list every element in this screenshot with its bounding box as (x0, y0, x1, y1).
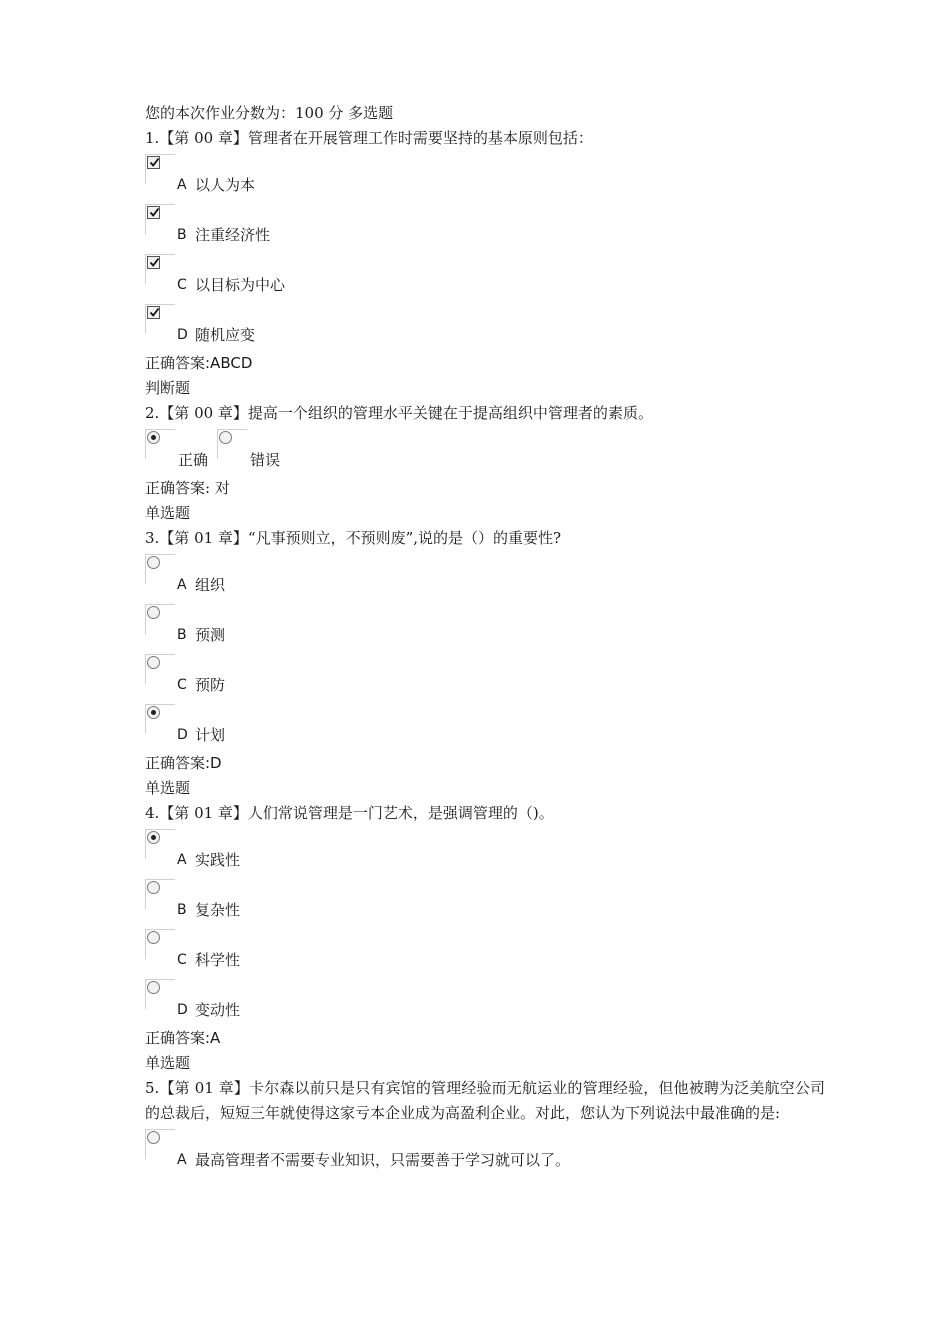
checkbox-checked-icon (147, 156, 160, 169)
q2-true-label: 正确 (178, 451, 209, 469)
checkbox-checked-icon (147, 256, 160, 269)
radio-selected-icon (147, 706, 160, 719)
q4-option-a-radio[interactable] (145, 829, 175, 859)
option-letter: B (177, 902, 187, 918)
q1-option-a[interactable] (145, 151, 825, 201)
question-3-text: 3.【第 01 章】“凡事预则立，不预则废”,说的是（）的重要性? (145, 529, 562, 547)
q3-option-c[interactable] (145, 651, 825, 701)
option-text: 实践性 (195, 851, 241, 869)
q4-option-c[interactable] (145, 926, 825, 976)
radio-empty-icon (147, 556, 160, 569)
q1-option-d-checkbox[interactable] (145, 304, 175, 334)
q4-option-b[interactable] (145, 876, 825, 926)
question-5-text: 5.【第 01 章】卡尔森以前只是只有宾馆的管理经验而无航运业的管理经验，但他被聘为泛美航空公司的总裁后，短短三年就使得这家亏本企业成为高盈利企业。对此，您认为下列说法中最准确的是: (145, 1079, 825, 1122)
q2-false-radio[interactable] (217, 429, 247, 459)
option-text: 随机应变 (195, 326, 256, 344)
q3-option-a[interactable] (145, 551, 825, 601)
option-letter: A (177, 1152, 187, 1168)
option-letter: D (177, 727, 188, 743)
q2-true-radio[interactable] (145, 429, 175, 459)
option-text: 变动性 (195, 1001, 241, 1019)
q1-option-c-checkbox[interactable] (145, 254, 175, 284)
q5-option-a-radio[interactable] (145, 1129, 175, 1159)
q1-option-c[interactable] (145, 251, 825, 301)
q3-option-a-radio[interactable] (145, 554, 175, 584)
question-type-label: 单选题 (145, 504, 191, 522)
radio-empty-icon (147, 1131, 160, 1144)
question-1-text: 1.【第 00 章】管理者在开展管理工作时需要坚持的基本原则包括： (145, 129, 593, 147)
q3-correct-answer: 正确答案:D (145, 754, 222, 772)
option-text: 以目标为中心 (195, 276, 286, 294)
option-letter: A (177, 577, 187, 593)
option-letter: D (177, 1002, 188, 1018)
radio-empty-icon (147, 981, 160, 994)
question-4-text: 4.【第 01 章】人们常说管理是一门艺术，是强调管理的（)。 (145, 804, 554, 822)
option-letter: C (177, 677, 187, 693)
option-letter: B (177, 627, 187, 643)
option-letter: C (177, 952, 187, 968)
option-text: 科学性 (195, 951, 241, 969)
option-text: 预防 (195, 676, 226, 694)
q2-correct-answer: 正确答案: 对 (145, 479, 230, 497)
q4-option-c-radio[interactable] (145, 929, 175, 959)
radio-selected-icon (147, 431, 160, 444)
option-text: 组织 (195, 576, 226, 594)
radio-empty-icon (219, 431, 232, 444)
q4-option-d-radio[interactable] (145, 979, 175, 1009)
q2-false-label: 错误 (250, 451, 281, 469)
question-type-label: 判断题 (145, 379, 191, 397)
q1-correct-answer: 正确答案:ABCD (145, 354, 253, 372)
q5-option-a[interactable] (145, 1126, 825, 1176)
q1-option-a-checkbox[interactable] (145, 154, 175, 184)
option-letter: B (177, 227, 187, 243)
option-letter: C (177, 277, 187, 293)
option-letter: A (177, 177, 187, 193)
radio-empty-icon (147, 606, 160, 619)
question-2-text: 2.【第 00 章】提高一个组织的管理水平关键在于提高组织中管理者的素质。 (145, 404, 653, 422)
q3-option-d[interactable] (145, 701, 825, 751)
q1-option-b-checkbox[interactable] (145, 204, 175, 234)
q3-option-b[interactable] (145, 601, 825, 651)
homework-page (145, 101, 825, 1176)
radio-empty-icon (147, 931, 160, 944)
q3-option-b-radio[interactable] (145, 604, 175, 634)
option-text: 复杂性 (195, 901, 241, 919)
q4-option-b-radio[interactable] (145, 879, 175, 909)
radio-selected-icon (147, 831, 160, 844)
score-line: 您的本次作业分数为：100 分 多选题 (145, 104, 394, 122)
checkbox-checked-icon (147, 306, 160, 319)
q4-correct-answer: 正确答案:A (145, 1029, 221, 1047)
q2-options (145, 426, 825, 476)
question-type-label: 单选题 (145, 779, 191, 797)
q4-option-d[interactable] (145, 976, 825, 1026)
checkbox-checked-icon (147, 206, 160, 219)
q3-option-c-radio[interactable] (145, 654, 175, 684)
q1-option-b[interactable] (145, 201, 825, 251)
q3-option-d-radio[interactable] (145, 704, 175, 734)
radio-empty-icon (147, 881, 160, 894)
q1-option-d[interactable] (145, 301, 825, 351)
option-text: 预测 (195, 626, 226, 644)
q4-option-a[interactable] (145, 826, 825, 876)
option-text: 注重经济性 (195, 226, 271, 244)
option-text: 以人为本 (195, 176, 256, 194)
radio-empty-icon (147, 656, 160, 669)
option-letter: A (177, 852, 187, 868)
question-type-label: 单选题 (145, 1054, 191, 1072)
option-letter: D (177, 327, 188, 343)
option-text: 最高管理者不需要专业知识，只需要善于学习就可以了。 (195, 1151, 571, 1169)
option-text: 计划 (195, 726, 226, 744)
